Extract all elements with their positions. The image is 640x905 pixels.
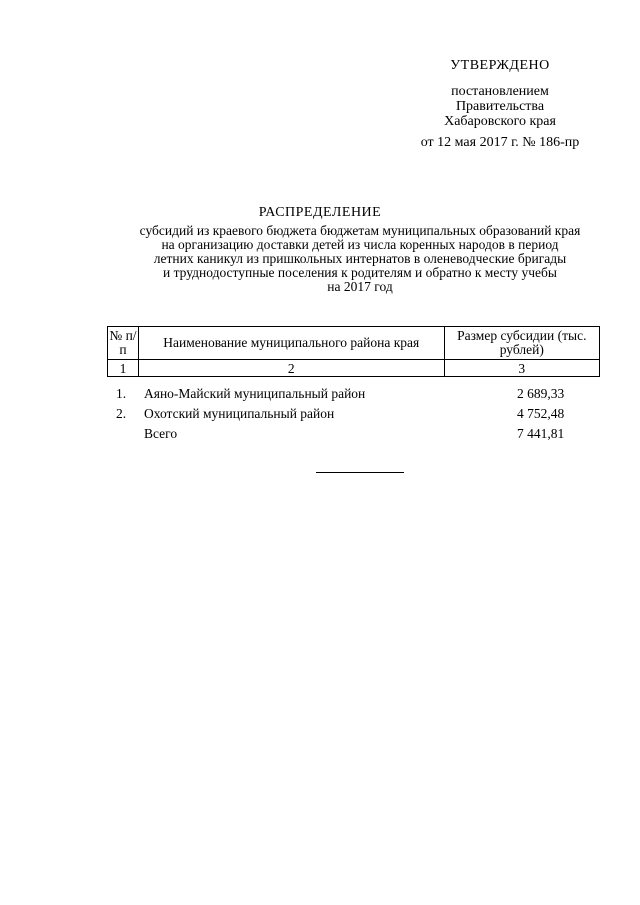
table-column-numbers-row bbox=[108, 360, 600, 377]
subtitle-line: на организацию доставки детей из числа коренных народов в период bbox=[161, 237, 559, 252]
header-district-name: Наименование муниципального района края bbox=[138, 327, 444, 360]
row-district-name: Охотский муниципальный район bbox=[144, 406, 335, 421]
header-number: № п/п bbox=[108, 327, 139, 360]
row-number: 1. bbox=[116, 386, 127, 401]
subtitle-line: на 2017 год bbox=[327, 279, 393, 294]
approval-heading: УТВЕРЖДЕНО bbox=[450, 58, 550, 73]
document-title: РАСПРЕДЕЛЕНИЕ bbox=[258, 205, 382, 220]
approval-line-2: Правительства bbox=[455, 99, 545, 114]
distribution-table-body bbox=[107, 386, 600, 446]
total-label: Всего bbox=[144, 426, 178, 441]
row-district-name: Аяно-Майский муниципальный район bbox=[144, 386, 366, 401]
column-number-2: 2 bbox=[138, 360, 444, 377]
subtitle-line: и труднодоступные поселения к родителям и обратно к месту учебы bbox=[163, 265, 557, 280]
column-number-1: 1 bbox=[108, 360, 139, 377]
row-number: 2. bbox=[116, 406, 127, 421]
table-row bbox=[107, 406, 600, 426]
subtitle-line: летних каникул из пришкольных интернатов в оленеводческие бригады bbox=[153, 251, 567, 266]
table-total-row bbox=[107, 426, 600, 446]
distribution-table-header bbox=[107, 326, 600, 377]
table-row bbox=[107, 386, 600, 406]
table-header-row bbox=[108, 327, 600, 360]
approval-line-1: постановлением bbox=[451, 84, 549, 99]
approval-stamp bbox=[400, 58, 600, 150]
document-end-rule bbox=[316, 472, 404, 473]
approval-line-3: Хабаровского края bbox=[444, 114, 556, 129]
document-subtitle bbox=[100, 224, 620, 294]
column-number-3: 3 bbox=[444, 360, 599, 377]
row-amount: 2 689,33 bbox=[517, 386, 565, 401]
approval-date: от 12 мая 2017 г. № 186-пр bbox=[420, 135, 580, 150]
header-subsidy-amount: Размер субсидии (тыс. рублей) bbox=[444, 327, 599, 360]
subtitle-line: субсидий из краевого бюджета бюджетам муниципальных образований края bbox=[139, 223, 581, 238]
total-amount: 7 441,81 bbox=[517, 426, 565, 441]
row-amount: 4 752,48 bbox=[517, 406, 565, 421]
